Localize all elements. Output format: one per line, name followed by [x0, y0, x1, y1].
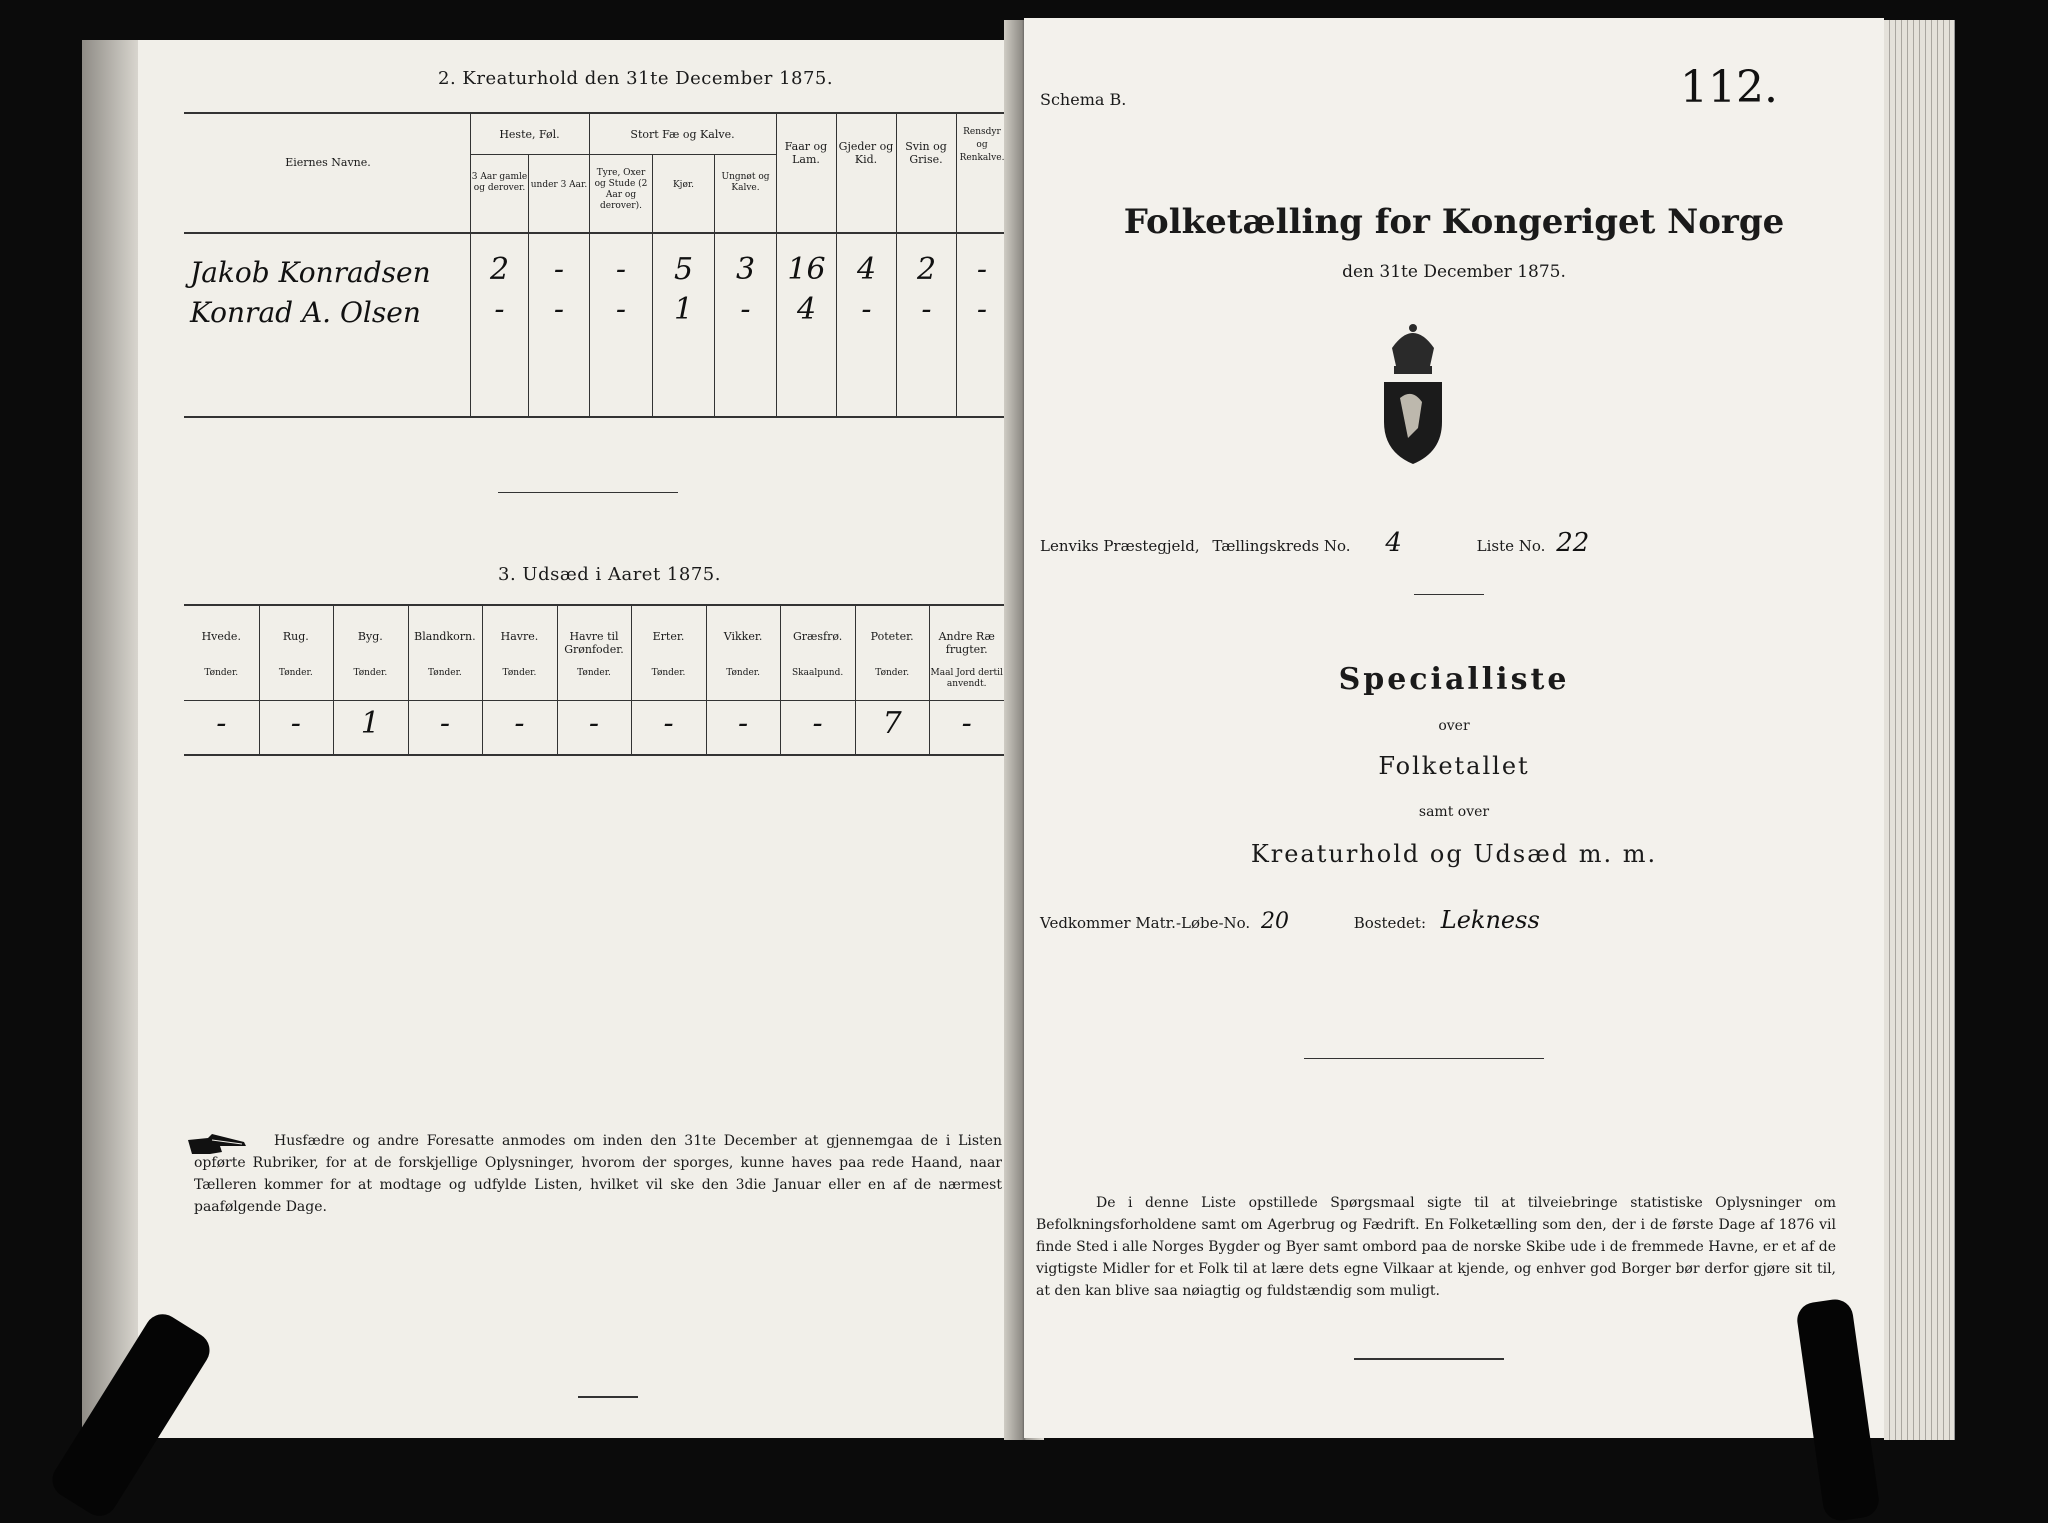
rensdyr-header: Rensdyr og Renkalve. — [959, 127, 1005, 163]
seed-cell: - — [738, 706, 749, 741]
faar-header: Faar og Lam. — [784, 140, 828, 166]
seed-cell: 1 — [360, 706, 380, 741]
bosted-label: Bostedet: — [1353, 914, 1426, 932]
cell-ungnot-2: - — [740, 292, 751, 327]
notice-text: Husfædre og andre Foresatte anmodes om inden den 31te December at gjennemgaa de i Listen opførte Rubriker, for at de forskjellige Oplysninger, hvorom der sporges, kunne haves paa rede Haand, naar Tælleren kommer for at modtage og udfylde Listen, hvilket vil ske den 3die Januar eller en af de nærmest paafølgende Dage. — [194, 1133, 1002, 1215]
seed-col-unit: Tønder. — [577, 668, 611, 678]
cell-faar-1: 16 — [787, 252, 826, 287]
seed-cell: - — [663, 706, 674, 741]
cell-gjeder-1: 4 — [856, 252, 877, 287]
date-line: den 31te December 1875. — [1342, 262, 1566, 282]
page-stack-left — [82, 40, 139, 1430]
seed-col-unit: Tønder. — [353, 668, 388, 678]
parish-line — [1040, 528, 1589, 558]
seed-col-header: Rug. — [282, 630, 309, 643]
fyre-header: Tyre, Oxer og Stude (2 Aar og derover). — [594, 168, 648, 211]
seed-col-unit: Tønder. — [428, 668, 462, 678]
list-label: Liste No. — [1476, 537, 1546, 555]
seed-cell: - — [216, 706, 227, 741]
seed-cell: - — [961, 706, 972, 741]
seed-col-header: Græsfrø. — [792, 630, 843, 643]
main-title: Folketælling for Kongeriget Norge — [1123, 202, 1785, 242]
footer-dash — [578, 1396, 638, 1398]
cell-heste-old-1: 2 — [489, 252, 510, 287]
seed-cell: 7 — [882, 706, 902, 741]
seed-cell: - — [290, 706, 301, 741]
cell-svin-2: - — [921, 292, 932, 327]
seed-col-header: Vikker. — [723, 630, 763, 643]
seed-col-header: Poteter. — [870, 630, 914, 643]
coat-of-arms-icon — [1378, 318, 1448, 472]
seed-col-header: Hvede. — [201, 630, 241, 643]
table-bottom-rule — [184, 416, 1004, 418]
heste-header: Heste, Føl. — [499, 128, 560, 141]
section-divider — [498, 492, 678, 493]
kreatur-title: Kreaturhold og Udsæd m. m. — [1250, 840, 1658, 868]
schema-label: Schema B. — [1040, 90, 1127, 109]
section2-title: 2. Kreaturhold den 31te December 1875. — [438, 68, 834, 89]
divider-2 — [1304, 1058, 1544, 1059]
seed-col-unit: Tønder. — [278, 668, 313, 678]
cell-heste-young-2: - — [553, 292, 565, 327]
special-title: Specialliste — [1338, 662, 1570, 697]
cell-svin-1: 2 — [916, 252, 937, 287]
cell-gjeder-2: - — [861, 292, 872, 327]
cell-rensdyr-2: - — [976, 292, 988, 327]
seed-col-unit: Tønder. — [204, 668, 239, 678]
seed-col-unit: Skaalpund. — [792, 668, 844, 678]
page-stack-right — [1884, 20, 1955, 1440]
matr-line — [1040, 906, 1540, 934]
kjer-header: Kjør. — [672, 180, 695, 190]
seed-cell: - — [439, 706, 450, 741]
matr-label: Vedkommer Matr.-Løbe-No. — [1040, 914, 1251, 932]
cell-ungnot-1: 3 — [735, 252, 756, 287]
seed-col-header: Erter. — [652, 630, 685, 643]
parish-label: Lenviks Præstegjeld, — [1040, 537, 1200, 555]
over-label: over — [1438, 718, 1470, 734]
seed-cell: - — [812, 706, 823, 741]
owner-col-header: Eiernes Navne. — [285, 156, 371, 169]
seed-col-header: Blandkorn. — [414, 630, 476, 643]
seed-col-unit: Maal Jord dertil anvendt. — [930, 668, 1003, 689]
seed-col-header: Havre til Grønfoder. — [564, 630, 624, 656]
heste-young-header: under 3 Aar. — [530, 180, 588, 190]
owner-name-1: Jakob Konradsen — [190, 256, 431, 289]
bosted-value: Lekness — [1440, 906, 1540, 934]
seed-cell: - — [514, 706, 525, 741]
cell-heste-old-2: - — [494, 292, 505, 327]
district-label: Tællingskreds No. — [1212, 537, 1351, 555]
seed-col-unit: Tønder. — [875, 668, 910, 678]
district-value: 4 — [1385, 528, 1402, 558]
ungnot-header: Ungnøt og Kalve. — [721, 172, 770, 193]
seed-cell: - — [588, 706, 600, 741]
cell-fyre-2: - — [615, 292, 627, 327]
left-page — [138, 40, 1014, 1438]
right-page — [1024, 18, 1884, 1438]
storfe-header: Stort Fæ og Kalve. — [630, 128, 735, 141]
gjeder-header: Gjeder og Kid. — [838, 140, 894, 166]
seed-col-unit: Tønder. — [502, 668, 537, 678]
list-value: 22 — [1556, 528, 1590, 558]
footer-rule — [1354, 1358, 1504, 1360]
cell-heste-young-1: - — [553, 252, 565, 287]
section3-title: 3. Udsæd i Aaret 1875. — [498, 564, 721, 585]
seed-col-header: Havre. — [500, 630, 539, 643]
folketallet-label: Folketallet — [1378, 752, 1530, 780]
table-header-rule — [184, 232, 1004, 234]
svin-header: Svin og Grise. — [905, 140, 947, 166]
cell-kjer-1: 5 — [673, 252, 694, 287]
heste-old-header: 3 Aar gamle og derover. — [471, 172, 528, 193]
seed-col-unit: Tønder. — [726, 668, 760, 678]
seed-col-unit: Tønder. — [651, 668, 686, 678]
cell-faar-2: 4 — [796, 292, 817, 327]
cell-kjer-2: 1 — [673, 292, 694, 327]
seed-col-header: Byg. — [357, 630, 383, 643]
seed-col-header: Andre Ræ frugter. — [938, 630, 995, 656]
cell-fyre-1: - — [615, 252, 627, 287]
table-top-rule — [184, 112, 1004, 114]
matr-value: 20 — [1261, 909, 1289, 934]
cell-rensdyr-1: - — [976, 252, 988, 287]
intro-text: De i denne Liste opstillede Spørgsmaal sigte til at tilveiebringe statistiske Oplysninger om Befolkningsforholdene samt om Agerbrug og Fædrift. En Folketælling som den, der i de første Dage af 1876 vil finde Sted i alle Norges Bygder og Byer samt ombord paa de norske Skibe ude i de fremmede Havne, er et af de vigtigste Midler for et Folk til at lære dets egne Vilkaar at kjende, og enhver god Borger bør derfor gjøre sit til, at den kan blive saa nøiagtig og fuldstændig som muligt. — [1036, 1195, 1836, 1299]
divider-1 — [1414, 594, 1484, 595]
samt-over-label: samt over — [1418, 804, 1490, 820]
owner-name-2: Konrad A. Olsen — [190, 296, 421, 329]
folio-number: 112. — [1680, 62, 1778, 113]
